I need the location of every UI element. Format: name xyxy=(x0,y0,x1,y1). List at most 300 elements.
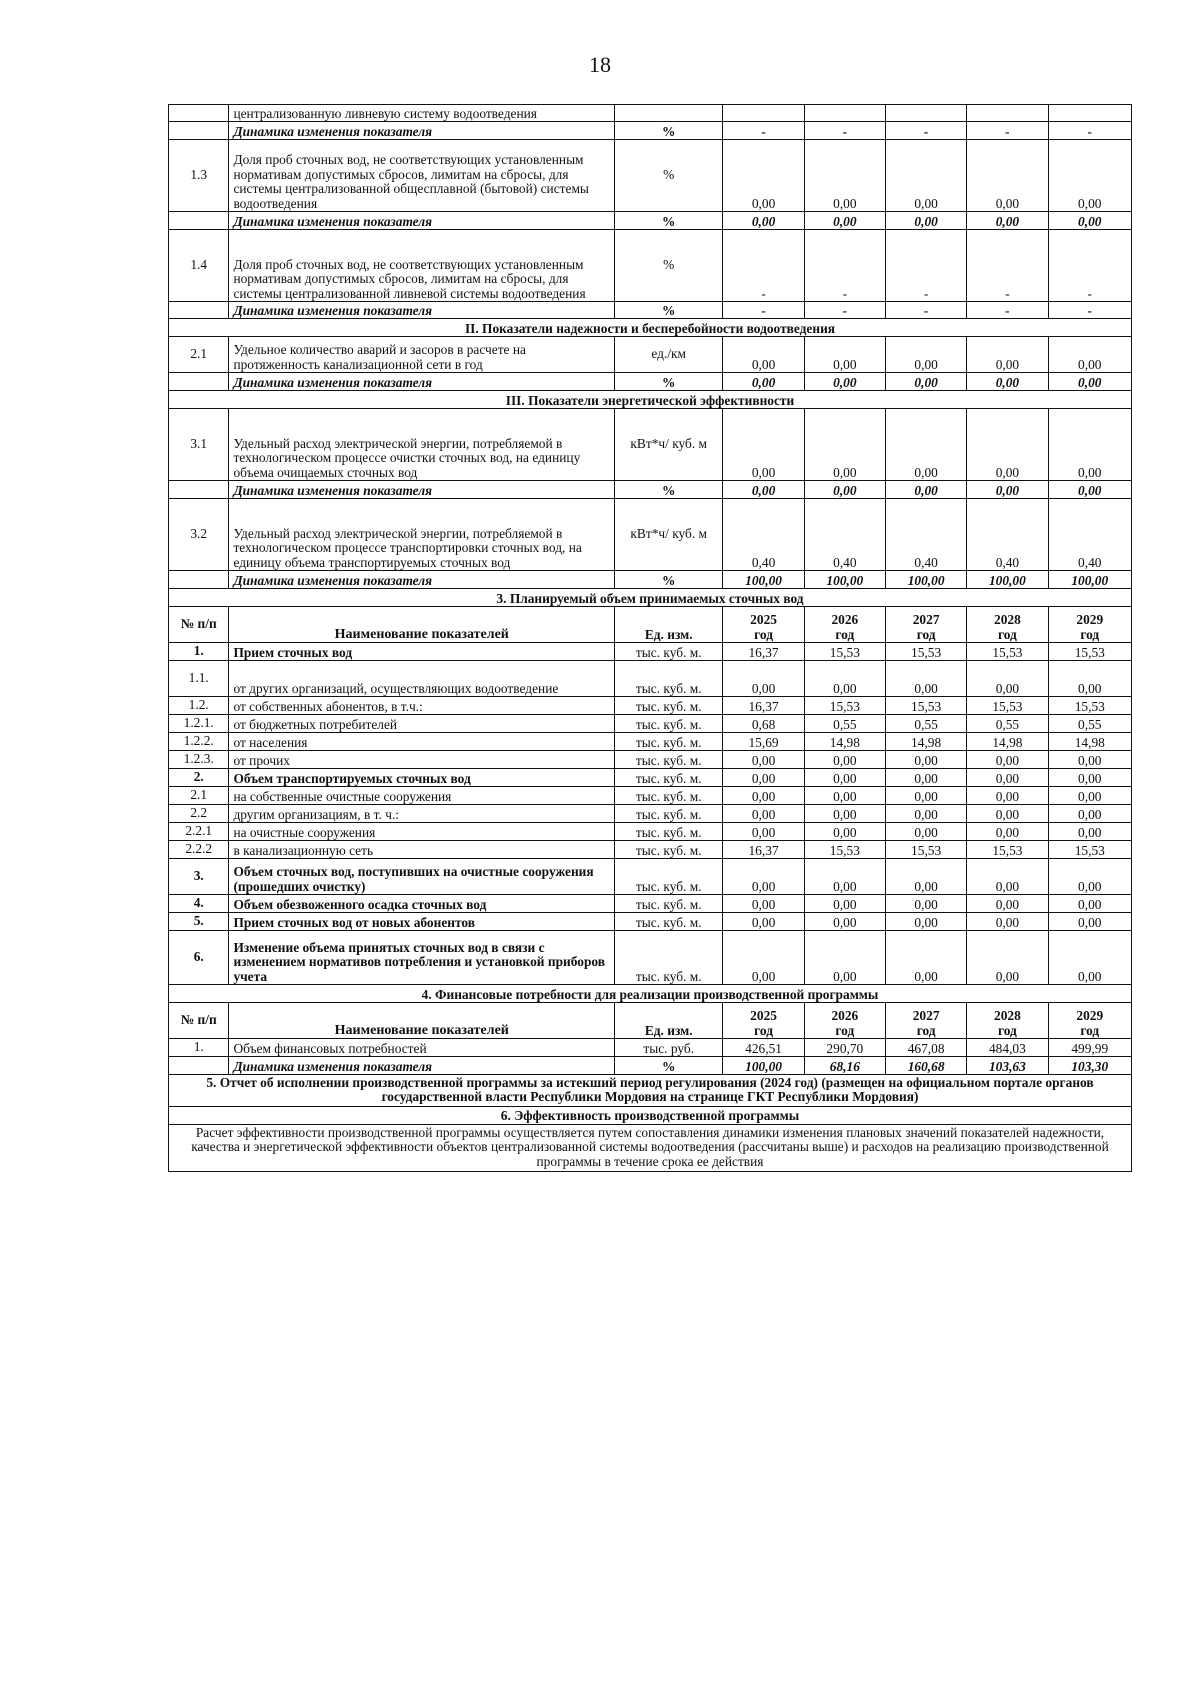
value-cell: 16,37 xyxy=(723,841,804,859)
header-year xyxy=(804,607,885,643)
value-cell: 15,53 xyxy=(885,697,966,715)
row-number xyxy=(169,481,229,499)
header-year xyxy=(723,607,804,643)
efficiency-text: Расчет эффективности производственной программы осуществляется путем сопоставления динамики изменения плановых значений показателей надежности, качества и энергетической эффективности объектов централизованной системы водоотведения (рассчитаны выше) и расходов на реализацию производственной программы в течение срока ее действия xyxy=(169,1124,1132,1171)
year-number: 2025 xyxy=(750,612,777,628)
header-year xyxy=(804,1003,885,1039)
header-year xyxy=(1048,607,1131,643)
value-cell: 0,00 xyxy=(885,337,966,373)
volume-row xyxy=(169,661,1132,697)
unit-cell: % xyxy=(615,212,723,230)
header-unit: Ед. изм. xyxy=(615,1003,723,1039)
indicator-name: централизованную ливневую систему водоотведения xyxy=(229,105,615,122)
page-number: 18 xyxy=(589,52,611,77)
value-cell: 0,00 xyxy=(1048,787,1131,805)
volume-row xyxy=(169,913,1132,931)
year-suffix: год xyxy=(754,1022,773,1038)
value-cell: 100,00 xyxy=(1048,571,1131,589)
value-cell xyxy=(804,105,885,122)
value-cell: 100,00 xyxy=(885,571,966,589)
dynamics-row xyxy=(169,481,1132,499)
row-number: 1.3 xyxy=(169,140,229,212)
value-cell: 14,98 xyxy=(885,733,966,751)
row-number: 4. xyxy=(169,895,229,913)
value-cell: 0,00 xyxy=(885,409,966,481)
value-cell: 0,00 xyxy=(804,913,885,931)
row-number: 3.1 xyxy=(169,409,229,481)
indicators-table xyxy=(168,104,1132,1172)
indicator-row xyxy=(169,140,1132,212)
value-cell: 0,00 xyxy=(885,805,966,823)
section-2-heading xyxy=(169,319,1132,337)
section-title: 6. Эффективность производственной программы xyxy=(169,1106,1132,1124)
indicator-name: Удельное количество аварий и засоров в расчете на протяженность канализационной сети в год xyxy=(229,337,615,373)
unit-cell: % xyxy=(615,302,723,319)
indicator-name: Объем транспортируемых сточных вод xyxy=(229,769,615,787)
value-cell: 0,00 xyxy=(804,823,885,841)
value-cell: 14,98 xyxy=(1048,733,1131,751)
indicator-name: от собственных абонентов, в т.ч.: xyxy=(229,697,615,715)
value-cell: 0,40 xyxy=(723,499,804,571)
value-cell: - xyxy=(723,230,804,302)
year-number: 2026 xyxy=(831,1008,859,1024)
value-cell: 160,68 xyxy=(885,1057,966,1075)
value-cell: 0,00 xyxy=(804,481,885,499)
value-cell: 0,00 xyxy=(885,931,966,985)
value-cell: - xyxy=(804,122,885,140)
row-number: 2.1 xyxy=(169,337,229,373)
indicator-row xyxy=(169,337,1132,373)
row-number: 1.2.1. xyxy=(169,715,229,733)
value-cell: 15,53 xyxy=(967,841,1048,859)
value-cell: 0,00 xyxy=(804,337,885,373)
indicator-name: Изменение объема принятых сточных вод в связи с изменением нормативов потребления и установкой приборов учета xyxy=(229,931,615,985)
indicator-name: от прочих xyxy=(229,751,615,769)
section-title: 3. Планируемый объем принимаемых сточных вод xyxy=(169,589,1132,607)
value-cell: 0,00 xyxy=(804,805,885,823)
indicator-name: Прием сточных вод от новых абонентов xyxy=(229,913,615,931)
indicator-name: Динамика изменения показателя xyxy=(229,122,615,140)
indicator-name: Динамика изменения показателя xyxy=(229,481,615,499)
value-cell: 0,00 xyxy=(804,751,885,769)
report-row xyxy=(169,1075,1132,1107)
year-suffix: год xyxy=(997,1022,1017,1038)
volume-row xyxy=(169,787,1132,805)
value-cell: - xyxy=(1048,122,1131,140)
section-title: II. Показатели надежности и бесперебойности водоотведения xyxy=(169,319,1132,337)
value-cell: 0,00 xyxy=(723,661,804,697)
unit-cell: % xyxy=(615,571,723,589)
indicator-name: от бюджетных потребителей xyxy=(229,715,615,733)
value-cell: 15,53 xyxy=(1048,697,1131,715)
volume-row xyxy=(169,697,1132,715)
value-cell: 0,00 xyxy=(1048,895,1131,913)
header-year xyxy=(723,1003,804,1039)
value-cell: 100,00 xyxy=(723,571,804,589)
header-year xyxy=(967,607,1048,643)
value-cell: 0,00 xyxy=(723,373,804,391)
unit-cell: тыс. куб. м. xyxy=(615,661,723,697)
value-cell: 15,53 xyxy=(1048,643,1131,661)
row-number: 2.2.1 xyxy=(169,823,229,841)
row-number xyxy=(169,122,229,140)
indicator-row xyxy=(169,499,1132,571)
row-number xyxy=(169,373,229,391)
value-cell: 0,00 xyxy=(1048,913,1131,931)
row-number: 1.1. xyxy=(169,661,229,697)
value-cell: 0,00 xyxy=(967,913,1048,931)
unit-cell: тыс. куб. м. xyxy=(615,751,723,769)
row-number: 2.2.2 xyxy=(169,841,229,859)
dynamics-row xyxy=(169,302,1132,319)
value-cell: 0,00 xyxy=(804,373,885,391)
row-number: 3.2 xyxy=(169,499,229,571)
value-cell: 0,00 xyxy=(723,805,804,823)
value-cell: 0,00 xyxy=(967,661,1048,697)
unit-cell: % xyxy=(615,481,723,499)
unit-cell: % xyxy=(615,373,723,391)
value-cell: 15,53 xyxy=(804,841,885,859)
value-cell: - xyxy=(885,230,966,302)
value-cell: 0,00 xyxy=(1048,823,1131,841)
value-cell: 0,00 xyxy=(723,751,804,769)
value-cell: 0,00 xyxy=(967,212,1048,230)
volume-row xyxy=(169,751,1132,769)
value-cell: 0,55 xyxy=(1048,715,1131,733)
value-cell: 0,00 xyxy=(967,409,1048,481)
value-cell: 0,00 xyxy=(723,823,804,841)
row-number xyxy=(169,571,229,589)
value-cell: 0,00 xyxy=(804,931,885,985)
value-cell: 0,00 xyxy=(723,913,804,931)
header-number: № п/п xyxy=(169,607,229,643)
value-cell: 0,00 xyxy=(885,140,966,212)
value-cell: 0,00 xyxy=(1048,805,1131,823)
section-3-heading xyxy=(169,391,1132,409)
value-cell: 0,00 xyxy=(804,787,885,805)
indicator-name: в канализационную сеть xyxy=(229,841,615,859)
volume-row xyxy=(169,859,1132,895)
volume-row xyxy=(169,895,1132,913)
value-cell: 0,00 xyxy=(967,751,1048,769)
value-cell: 0,55 xyxy=(967,715,1048,733)
finance-row xyxy=(169,1039,1132,1057)
dynamics-row xyxy=(169,1057,1132,1075)
year-number: 2027 xyxy=(912,1008,940,1024)
value-cell: - xyxy=(1048,230,1131,302)
header-year xyxy=(885,607,966,643)
value-cell: 0,00 xyxy=(723,931,804,985)
value-cell: - xyxy=(967,302,1048,319)
value-cell: 100,00 xyxy=(723,1057,804,1075)
header-year xyxy=(885,1003,966,1039)
value-cell: 0,00 xyxy=(1048,140,1131,212)
row-number: 3. xyxy=(169,859,229,895)
header-year xyxy=(1048,1003,1131,1039)
value-cell: 0,00 xyxy=(1048,751,1131,769)
unit-cell: % xyxy=(615,1057,723,1075)
value-cell: 103,63 xyxy=(967,1057,1048,1075)
value-cell: 499,99 xyxy=(1048,1039,1131,1057)
unit-cell: тыс. куб. м. xyxy=(615,787,723,805)
value-cell: - xyxy=(804,302,885,319)
value-cell: 0,00 xyxy=(885,661,966,697)
row-number: 6. xyxy=(169,931,229,985)
value-cell: 0,00 xyxy=(967,373,1048,391)
value-cell: 0,00 xyxy=(967,337,1048,373)
section-title: 4. Финансовые потребности для реализации производственной программы xyxy=(169,985,1132,1003)
year-suffix: год xyxy=(835,626,855,642)
indicator-name: Удельный расход электрической энергии, потребляемой в технологическом процессе транспортировки сточных вод, на единицу объема транспортируемых сточных вод xyxy=(229,499,615,571)
year-suffix: год xyxy=(754,626,773,642)
value-cell: 100,00 xyxy=(967,571,1048,589)
value-cell: 16,37 xyxy=(723,697,804,715)
indicator-name: Динамика изменения показателя xyxy=(229,302,615,319)
unit-cell: тыс. куб. м. xyxy=(615,859,723,895)
unit-cell xyxy=(615,105,723,122)
unit-cell: тыс. куб. м. xyxy=(615,913,723,931)
indicator-name: Прием сточных вод xyxy=(229,643,615,661)
indicator-name: Динамика изменения показателя xyxy=(229,212,615,230)
column-header-row xyxy=(169,1003,1132,1039)
report-text: 5. Отчет об исполнении производственной программы за истекший период регулирования (2024 год) (размещен на официальном портале органов государственной власти Республики Мордовия на странице ГКТ Республики Мордовия) xyxy=(169,1075,1132,1107)
header-unit: Ед. изм. xyxy=(615,607,723,643)
row-number: 2.2 xyxy=(169,805,229,823)
value-cell xyxy=(1048,105,1131,122)
value-cell: 0,00 xyxy=(885,895,966,913)
year-suffix: год xyxy=(916,626,936,642)
value-cell: 14,98 xyxy=(967,733,1048,751)
value-cell: 0,55 xyxy=(885,715,966,733)
value-cell: 0,00 xyxy=(885,787,966,805)
value-cell: - xyxy=(723,302,804,319)
indicator-name: Объем финансовых потребностей xyxy=(229,1039,615,1057)
dynamics-row xyxy=(169,571,1132,589)
indicator-name: Доля проб сточных вод, не соответствующих установленным нормативам допустимых сбросов, лимитам на сбросы, для системы централизованной ливневой системы водоотведения xyxy=(229,230,615,302)
volume-row xyxy=(169,823,1132,841)
header-name: Наименование показателей xyxy=(229,1003,615,1039)
value-cell: 15,53 xyxy=(967,643,1048,661)
value-cell: 68,16 xyxy=(804,1057,885,1075)
year-number: 2025 xyxy=(750,1008,777,1024)
value-cell: 0,00 xyxy=(967,823,1048,841)
row-number: 1.2. xyxy=(169,697,229,715)
volume-row xyxy=(169,931,1132,985)
value-cell: 0,00 xyxy=(804,212,885,230)
row-number xyxy=(169,1057,229,1075)
indicator-name: Динамика изменения показателя xyxy=(229,1057,615,1075)
year-number: 2027 xyxy=(912,612,940,628)
value-cell: 0,55 xyxy=(804,715,885,733)
year-suffix: год xyxy=(1080,1022,1100,1038)
value-cell: 0,00 xyxy=(723,337,804,373)
value-cell: 0,00 xyxy=(1048,931,1131,985)
year-number: 2029 xyxy=(1076,1008,1104,1024)
indicator-name: Объем обезвоженного осадка сточных вод xyxy=(229,895,615,913)
year-number: 2026 xyxy=(831,612,859,628)
value-cell: 0,00 xyxy=(723,787,804,805)
value-cell: 15,53 xyxy=(1048,841,1131,859)
value-cell: 290,70 xyxy=(804,1039,885,1057)
year-suffix: год xyxy=(1080,626,1100,642)
value-cell: 0,00 xyxy=(804,409,885,481)
value-cell xyxy=(723,105,804,122)
value-cell: 0,00 xyxy=(885,859,966,895)
indicator-row xyxy=(169,230,1132,302)
volume-row xyxy=(169,841,1132,859)
value-cell: 0,00 xyxy=(1048,769,1131,787)
indicator-name: Динамика изменения показателя xyxy=(229,571,615,589)
value-cell: 0,00 xyxy=(885,823,966,841)
value-cell: 0,00 xyxy=(1048,859,1131,895)
value-cell: - xyxy=(885,122,966,140)
value-cell: 0,00 xyxy=(885,481,966,499)
value-cell: 15,53 xyxy=(804,697,885,715)
volume-row xyxy=(169,733,1132,751)
value-cell: 0,40 xyxy=(1048,499,1131,571)
value-cell xyxy=(967,105,1048,122)
year-number: 2029 xyxy=(1076,612,1104,628)
row-number: 1. xyxy=(169,643,229,661)
value-cell: 0,00 xyxy=(723,409,804,481)
value-cell: 0,00 xyxy=(967,140,1048,212)
unit-cell: тыс. куб. м. xyxy=(615,931,723,985)
unit-cell: % xyxy=(615,140,723,212)
indicator-name: от других организаций, осуществляющих водоотведение xyxy=(229,661,615,697)
value-cell: 15,53 xyxy=(967,697,1048,715)
value-cell: 0,00 xyxy=(1048,337,1131,373)
row-number: 1.4 xyxy=(169,230,229,302)
value-cell: 0,00 xyxy=(804,895,885,913)
year-suffix: год xyxy=(997,626,1017,642)
value-cell: 15,53 xyxy=(804,643,885,661)
indicator-name: Динамика изменения показателя xyxy=(229,373,615,391)
value-cell: 0,40 xyxy=(804,499,885,571)
header-name: Наименование показателей xyxy=(229,607,615,643)
value-cell: 0,00 xyxy=(1048,481,1131,499)
value-cell: 0,00 xyxy=(723,859,804,895)
dynamics-row xyxy=(169,373,1132,391)
year-suffix: год xyxy=(835,1022,855,1038)
indicator-name: от населения xyxy=(229,733,615,751)
value-cell: 426,51 xyxy=(723,1039,804,1057)
unit-cell: кВт*ч/ куб. м xyxy=(615,499,723,571)
value-cell: 0,00 xyxy=(723,140,804,212)
row-number: 2.1 xyxy=(169,787,229,805)
value-cell: 100,00 xyxy=(804,571,885,589)
value-cell: 0,00 xyxy=(1048,409,1131,481)
value-cell: 0,00 xyxy=(804,140,885,212)
value-cell: 0,00 xyxy=(804,769,885,787)
volume-row xyxy=(169,769,1132,787)
unit-cell: тыс. куб. м. xyxy=(615,841,723,859)
section-title: III. Показатели энергетической эффективности xyxy=(169,391,1132,409)
dynamics-row xyxy=(169,122,1132,140)
value-cell: 16,37 xyxy=(723,643,804,661)
indicator-name: на собственные очистные сооружения xyxy=(229,787,615,805)
unit-cell: тыс. куб. м. xyxy=(615,643,723,661)
year-number: 2028 xyxy=(994,612,1021,628)
value-cell: 14,98 xyxy=(804,733,885,751)
unit-cell: тыс. куб. м. xyxy=(615,805,723,823)
indicators-table-body xyxy=(169,105,1132,1172)
value-cell: 103,30 xyxy=(1048,1057,1131,1075)
efficiency-row xyxy=(169,1124,1132,1171)
year-number: 2028 xyxy=(994,1008,1021,1024)
efficiency-heading xyxy=(169,1106,1132,1124)
volume-row xyxy=(169,643,1132,661)
value-cell: 0,00 xyxy=(885,373,966,391)
unit-cell: тыс. куб. м. xyxy=(615,697,723,715)
value-cell: 0,40 xyxy=(967,499,1048,571)
volume-row xyxy=(169,805,1132,823)
value-cell: 0,00 xyxy=(1048,661,1131,697)
year-suffix: год xyxy=(916,1022,936,1038)
unit-cell: кВт*ч/ куб. м xyxy=(615,409,723,481)
value-cell: 0,00 xyxy=(967,481,1048,499)
value-cell: 0,00 xyxy=(804,859,885,895)
value-cell: 0,00 xyxy=(885,751,966,769)
row-number: 1.2.3. xyxy=(169,751,229,769)
value-cell: 0,68 xyxy=(723,715,804,733)
value-cell: 0,00 xyxy=(1048,212,1131,230)
value-cell: 0,00 xyxy=(885,913,966,931)
value-cell: 15,69 xyxy=(723,733,804,751)
value-cell: 0,00 xyxy=(967,805,1048,823)
unit-cell: тыс. куб. м. xyxy=(615,769,723,787)
value-cell: - xyxy=(1048,302,1131,319)
value-cell: 0,00 xyxy=(804,661,885,697)
value-cell: 0,00 xyxy=(723,769,804,787)
value-cell: 15,53 xyxy=(885,841,966,859)
unit-cell: % xyxy=(615,122,723,140)
indicator-name: другим организациям, в т. ч.: xyxy=(229,805,615,823)
row-number: 2. xyxy=(169,769,229,787)
indicator-name: Удельный расход электрической энергии, потребляемой в технологическом процессе очистки сточных вод, на единицу объема очищаемых сточных вод xyxy=(229,409,615,481)
planned-volume-heading xyxy=(169,589,1132,607)
indicator-row xyxy=(169,409,1132,481)
value-cell: - xyxy=(723,122,804,140)
unit-cell: ед./км xyxy=(615,337,723,373)
header-number: № п/п xyxy=(169,1003,229,1039)
value-cell: - xyxy=(967,122,1048,140)
value-cell: 0,00 xyxy=(723,481,804,499)
unit-cell: тыс. куб. м. xyxy=(615,895,723,913)
row-number xyxy=(169,212,229,230)
value-cell: 0,00 xyxy=(723,212,804,230)
unit-cell: % xyxy=(615,230,723,302)
value-cell: 0,00 xyxy=(967,787,1048,805)
indicator-name: Объем сточных вод, поступивших на очистные сооружения (прошедших очистку) xyxy=(229,859,615,895)
header-year xyxy=(967,1003,1048,1039)
value-cell: 467,08 xyxy=(885,1039,966,1057)
value-cell: 0,00 xyxy=(885,212,966,230)
row-number xyxy=(169,302,229,319)
value-cell: 0,00 xyxy=(885,769,966,787)
value-cell: 0,00 xyxy=(967,895,1048,913)
unit-cell: тыс. куб. м. xyxy=(615,733,723,751)
value-cell: 0,40 xyxy=(885,499,966,571)
unit-cell: тыс. куб. м. xyxy=(615,715,723,733)
dynamics-row xyxy=(169,212,1132,230)
indicator-row xyxy=(169,105,1132,122)
value-cell: - xyxy=(885,302,966,319)
unit-cell: тыс. куб. м. xyxy=(615,823,723,841)
value-cell: 0,00 xyxy=(967,859,1048,895)
row-number xyxy=(169,105,229,122)
value-cell: 15,53 xyxy=(885,643,966,661)
value-cell: - xyxy=(804,230,885,302)
